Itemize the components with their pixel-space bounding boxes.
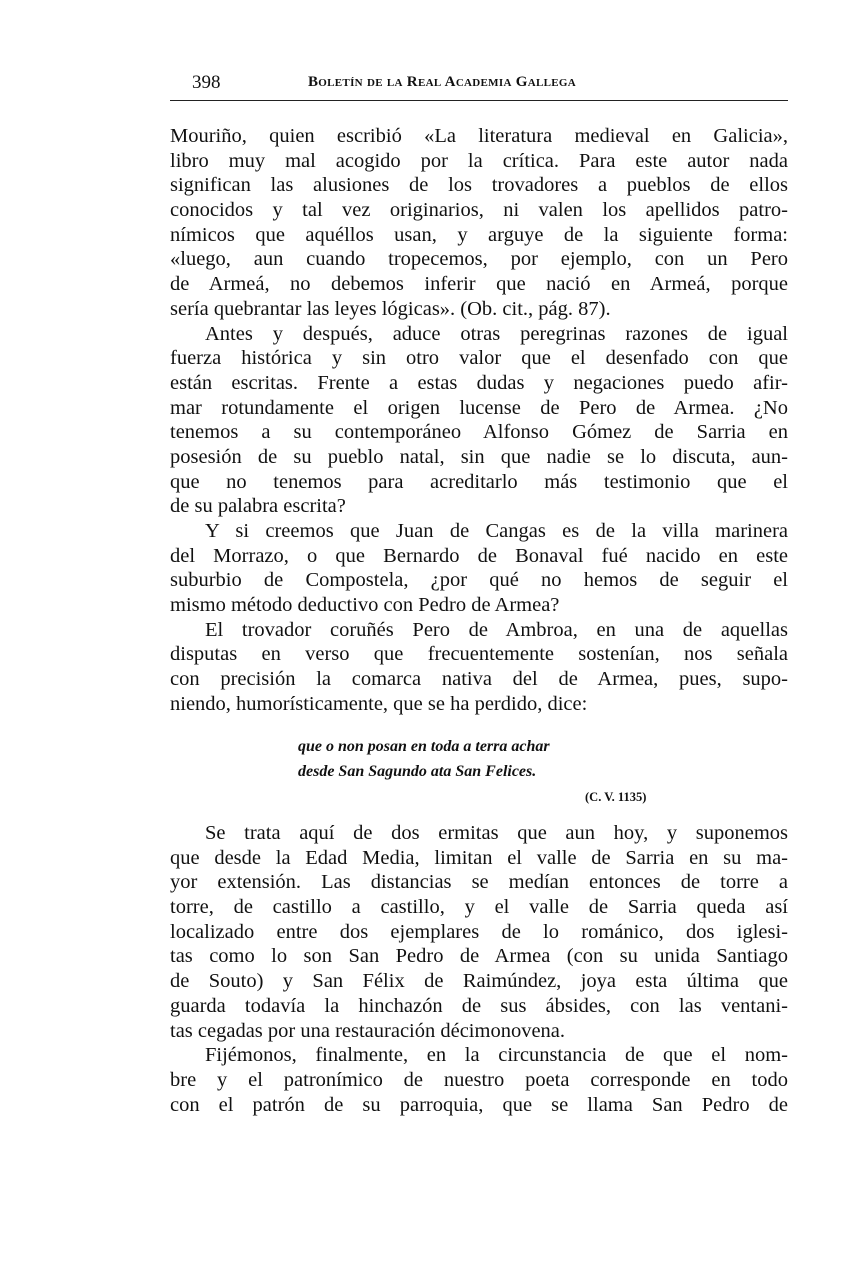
text-line: fuerza histórica y sin otro valor que el desenfado con que bbox=[170, 347, 788, 370]
text-line: posesión de su pueblo natal, sin que nadie se lo discuta, aun- bbox=[170, 445, 788, 468]
text-line: del Morrazo, o que Bernardo de Bonaval fué nacido en este bbox=[170, 544, 788, 567]
text-line: «luego, aun cuando tropecemos, por ejemplo, con un Pero bbox=[170, 248, 788, 271]
text-line: Antes y después, aduce otras peregrinas razones de igual bbox=[205, 322, 788, 345]
text-line: mismo método deductivo con Pedro de Armea? bbox=[170, 594, 560, 617]
text-line: mar rotundamente el origen lucense de Pero de Armea. ¿No bbox=[170, 396, 788, 419]
verse-citation: (C. V. 1135) bbox=[585, 790, 647, 804]
text-line: niendo, humorísticamente, que se ha perdido, dice: bbox=[170, 692, 588, 715]
text-line: de su palabra escrita? bbox=[170, 495, 346, 518]
text-line: de Souto) y San Félix de Raimúndez, joya esta última que bbox=[170, 970, 788, 993]
text-line: Mouriño, quien escribió «La literatura medieval en Galicia», bbox=[170, 125, 788, 147]
verse-line: desde San Sagundo ata San Felices. bbox=[298, 763, 537, 780]
text-line: que no tenemos para acreditarlo más testimonio que el bbox=[170, 470, 788, 493]
text-line: con el patrón de su parroquia, que se llama San Pedro de bbox=[170, 1093, 788, 1116]
text-line: significan las alusiones de los trovadores a pueblos de ellos bbox=[170, 174, 788, 197]
text-line: de Armeá, no debemos inferir que nació en Armeá, porque bbox=[170, 273, 788, 296]
paragraph bbox=[170, 519, 788, 618]
body-text-block-1 bbox=[170, 124, 788, 717]
paragraph bbox=[170, 124, 788, 322]
text-line: tas como lo son San Pedro de Armea (con su unida Santiago bbox=[170, 945, 788, 968]
text-line: conocidos y tal vez originarios, ni valen los apellidos patro- bbox=[170, 199, 788, 222]
text-line: guarda todavía la hinchazón de sus ábsides, con las ventani- bbox=[170, 994, 788, 1017]
text-line: Fijémonos, finalmente, en la circunstancia de que el nom- bbox=[205, 1044, 788, 1067]
verse-line: que o non posan en toda a terra achar bbox=[298, 738, 550, 755]
text-line: libro muy mal acogido por la crítica. Para este autor nada bbox=[170, 149, 788, 172]
text-line: Se trata aquí de dos ermitas que aun hoy, y suponemos bbox=[205, 822, 788, 844]
paragraph bbox=[170, 1043, 788, 1117]
paragraph bbox=[170, 618, 788, 717]
text-line: nímicos que aquéllos usan, y arguye de la siguiente forma: bbox=[170, 223, 788, 246]
text-line: Y si creemos que Juan de Cangas es de la villa marinera bbox=[205, 520, 788, 542]
text-line: yor extensión. Las distancias se medían entonces de torre a bbox=[170, 871, 788, 894]
paragraph bbox=[170, 322, 788, 520]
text-line: El trovador coruñés Pero de Ambroa, en una de aquellas bbox=[205, 618, 788, 641]
text-line: están escritas. Frente a estas dudas y negaciones puedo afir- bbox=[170, 371, 788, 394]
verse-quote bbox=[298, 734, 550, 784]
text-line: que desde la Edad Media, limitan el valle de Sarria en su ma- bbox=[170, 846, 788, 869]
header-rule bbox=[170, 100, 788, 101]
text-line: sería quebrantar las leyes lógicas». (Ob. cit., pág. 87). bbox=[170, 297, 611, 320]
page-number: 398 bbox=[192, 72, 221, 93]
text-line: bre y el patronímico de nuestro poeta corresponde en todo bbox=[170, 1068, 788, 1091]
text-line: suburbio de Compostela, ¿por qué no hemos de seguir el bbox=[170, 569, 788, 592]
text-line: disputas en verso que frecuentemente sostenían, nos señala bbox=[170, 643, 788, 666]
text-line: localizado entre dos ejemplares de lo románico, dos iglesi- bbox=[170, 920, 788, 943]
text-line: tas cegadas por una restauración décimonovena. bbox=[170, 1019, 566, 1042]
text-line: torre, de castillo a castillo, y el valle de Sarria queda así bbox=[170, 896, 788, 919]
text-line: tenemos a su contemporáneo Alfonso Gómez de Sarria en bbox=[170, 421, 788, 444]
paragraph bbox=[170, 821, 788, 1043]
text-line: con precisión la comarca nativa del de Armea, pues, supo- bbox=[170, 668, 788, 691]
body-text-block-2 bbox=[170, 821, 788, 1117]
running-header bbox=[170, 72, 788, 100]
running-title: Boletín de la Real Academia Gallega bbox=[308, 74, 576, 90]
